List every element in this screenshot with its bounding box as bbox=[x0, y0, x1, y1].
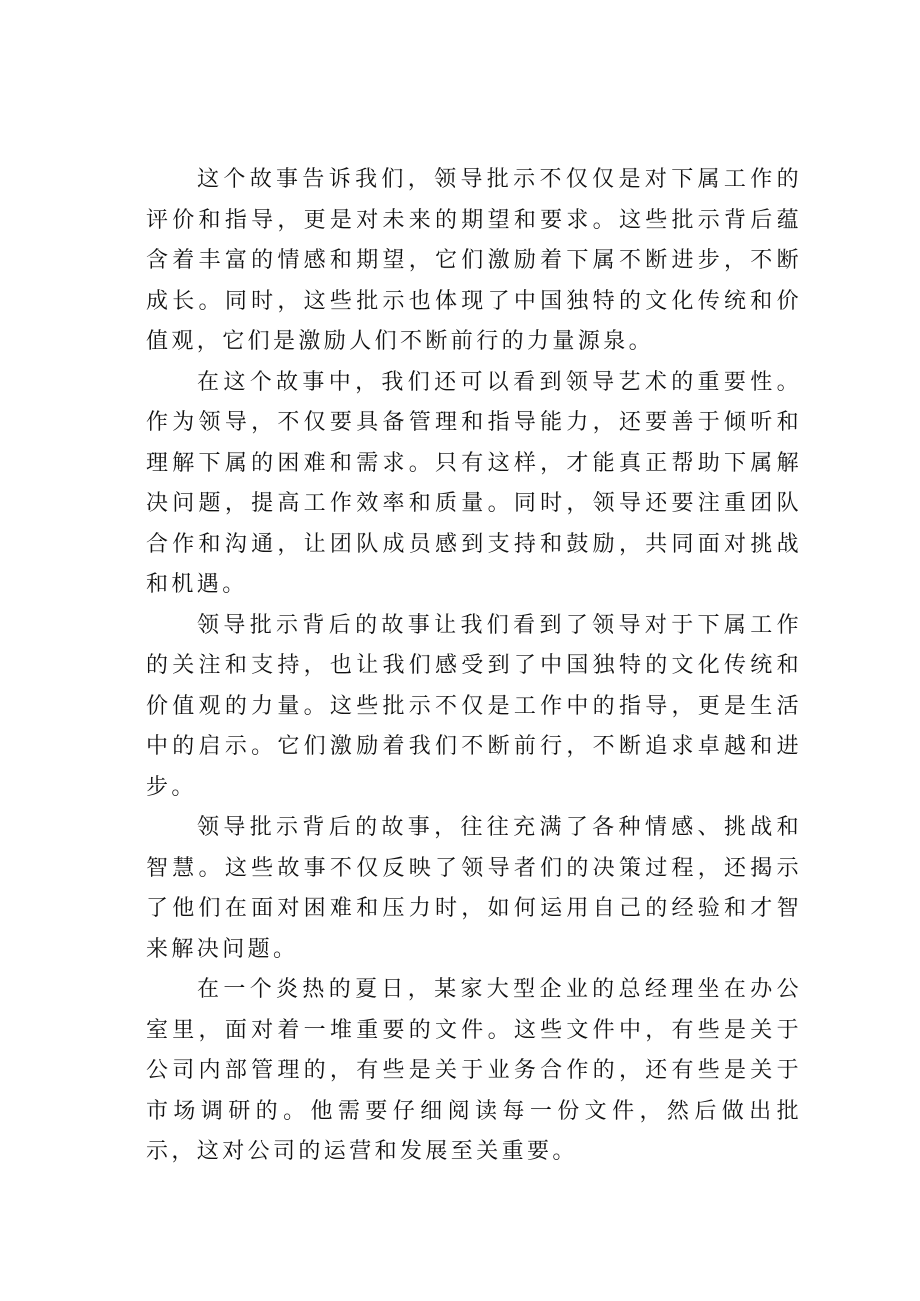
paragraph-5: 在一个炎热的夏日，某家大型企业的总经理坐在办公室里，面对着一堆重要的文件。这些文件中，有些是关于公司内部管理的，有些是关于业务合作的，还有些是关于市场调研的。他需要仔细阅读每一份文件，然后做出批示，这对公司的运营和发展至关重要。 bbox=[146, 977, 802, 1164]
paragraph-4: 领导批示背后的故事，往往充满了各种情感、挑战和智慧。这些故事不仅反映了领导者们的决策过程，还揭示了他们在面对困难和压力时，如何运用自己的经验和才智来解决问题。 bbox=[146, 815, 802, 962]
document-body bbox=[146, 160, 802, 1173]
paragraph-2: 在这个故事中，我们还可以看到领导艺术的重要性。作为领导，不仅要具备管理和指导能力，还要善于倾听和理解下属的困难和需求。只有这样，才能真正帮助下属解决问题，提高工作效率和质量。同时，领导还要注重团队合作和沟通，让团队成员感到支持和鼓励，共同面对挑战和机遇。 bbox=[146, 369, 802, 597]
paragraph-1: 这个故事告诉我们，领导批示不仅仅是对下属工作的评价和指导，更是对未来的期望和要求。这些批示背后蕴含着丰富的情感和期望，它们激励着下属不断进步，不断成长。同时，这些批示也体现了中国独特的文化传统和价值观，它们是激励人们不断前行的力量源泉。 bbox=[146, 167, 802, 354]
paragraph-3: 领导批示背后的故事让我们看到了领导对于下属工作的关注和支持，也让我们感受到了中国独特的文化传统和价值观的力量。这些批示不仅是工作中的指导，更是生活中的启示。它们激励着我们不断前行，不断追求卓越和进步。 bbox=[146, 612, 802, 800]
